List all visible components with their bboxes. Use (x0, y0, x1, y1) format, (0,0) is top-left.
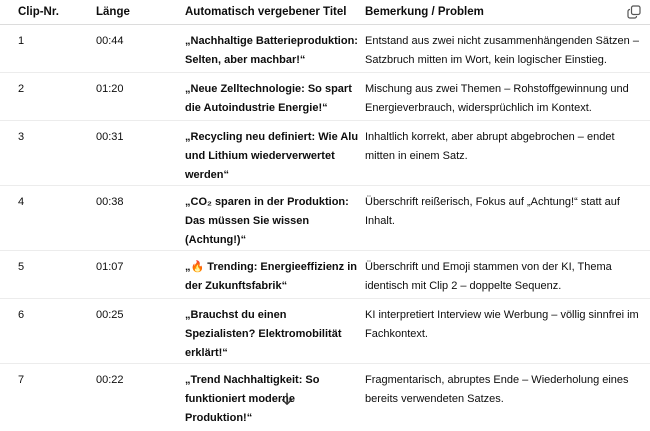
cell-remark: Inhaltlich korrekt, aber abrupt abgebrochen – endet mitten in einem Satz. (365, 121, 650, 186)
cell-title: „Nachhaltige Batterieproduktion: Selten, aber machbar!“ (185, 25, 365, 73)
cell-title: „CO₂ sparen in der Produktion: Das müssen Sie wissen (Achtung!)“ (185, 186, 365, 251)
cell-remark: Überschrift reißerisch, Fokus auf „Achtung!“ statt auf Inhalt. (365, 186, 650, 251)
cell-title: „Recycling neu definiert: Wie Alu und Lithium wiederverwertet werden“ (185, 121, 365, 186)
copy-icon (627, 5, 641, 19)
cell-length: 00:25 (96, 299, 185, 364)
cell-length: 01:20 (96, 73, 185, 121)
cell-clip-nr: 4 (0, 186, 96, 251)
cell-title: „Neue Zelltechnologie: So spart die Autoindustrie Energie!“ (185, 73, 365, 121)
cell-remark: KI interpretiert Interview wie Werbung – völlig sinnfrei im Fachkontext. (365, 299, 650, 364)
cell-clip-nr: 7 (0, 364, 96, 431)
cell-clip-nr: 2 (0, 73, 96, 121)
cell-title: „Trend Nachhaltigkeit: So funktioniert moderne Produktion!“ (185, 364, 365, 431)
cell-remark: Fragmentarisch, abruptes Ende – Wiederholung eines bereits verwendeten Satzes. (365, 364, 650, 431)
cell-remark: Entstand aus zwei nicht zusammenhängenden Sätzen – Satzbruch mitten im Wort, kein logischer Einstieg. (365, 25, 650, 73)
table-row (0, 186, 650, 251)
cell-length: 00:31 (96, 121, 185, 186)
cell-title: „Brauchst du einen Spezialisten? Elektromobilität erklärt!“ (185, 299, 365, 364)
arrow-down-icon (278, 392, 296, 406)
cell-clip-nr: 6 (0, 299, 96, 364)
table-row (0, 299, 650, 364)
cell-clip-nr: 1 (0, 25, 96, 73)
table-row (0, 25, 650, 73)
cell-clip-nr: 3 (0, 121, 96, 186)
scroll-down-button[interactable] (278, 392, 296, 406)
header-remark: Bemerkung / Problem (365, 0, 650, 25)
table-row (0, 73, 650, 121)
cell-length: 01:07 (96, 251, 185, 299)
cell-remark: Überschrift und Emoji stammen von der KI, Thema identisch mit Clip 2 – doppelte Sequenz. (365, 251, 650, 299)
cell-clip-nr: 5 (0, 251, 96, 299)
cell-title: „🔥 Trending: Energieeffizienz in der Zukunftsfabrik“ (185, 251, 365, 299)
copy-table-button[interactable] (627, 5, 641, 19)
cell-length: 00:44 (96, 25, 185, 73)
header-clip-nr: Clip-Nr. (0, 0, 96, 25)
table-row (0, 364, 650, 431)
header-title: Automatisch vergebener Titel (185, 0, 365, 25)
table-row (0, 121, 650, 186)
cell-remark: Mischung aus zwei Themen – Rohstoffgewinnung und Energieverbrauch, widersprüchlich im Kontext. (365, 73, 650, 121)
header-length: Länge (96, 0, 185, 25)
cell-length: 00:22 (96, 364, 185, 431)
table-row (0, 251, 650, 299)
cell-length: 00:38 (96, 186, 185, 251)
table-header-row (0, 0, 650, 25)
